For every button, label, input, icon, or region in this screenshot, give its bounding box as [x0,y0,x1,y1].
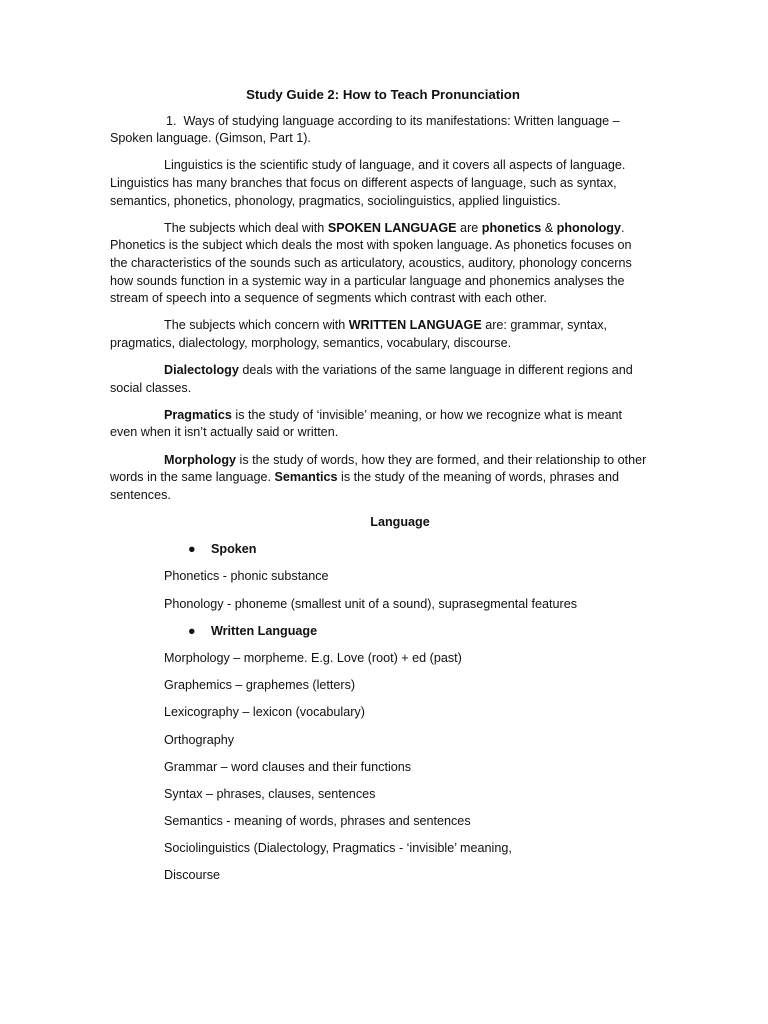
paragraph-written-language [110,317,650,352]
bold-run: Dialectology [164,363,239,378]
bullet-spoken [110,541,650,559]
bold-run: Semantics [274,470,338,485]
outline-heading: Language [370,515,430,530]
bullet-icon: ● [188,542,196,557]
list-item: Syntax – phrases, clauses, sentences [164,786,376,801]
list-item: Graphemics – graphemes (letters) [164,678,356,693]
paragraph-pragmatics [110,407,650,442]
list-item: Discourse [164,868,220,883]
text-run: . Phonetics is the subject which deals the most with spoken language. As phonetics focuses on the characteristics of the sounds such as articulatory, acoustics, auditory, phonology concerns how sounds function in a systemic way in a particular language and phonemics analyses the stream of speech into a sequence of segments which contrast with each other. [110,220,632,306]
text-run: is the study of words, how they are formed, and their relationship to other words in the same language. [110,452,647,485]
paragraph-spoken-language [110,220,650,308]
bullet-written [110,623,650,641]
text-run: is the study of ‘invisible’ meaning, or how we recognize what is meant even when it isn’t actually said or written. [110,407,623,440]
bold-run: Pragmatics [164,407,232,422]
list-item: Morphology – morpheme. E.g. Love (root) + ed (past) [164,650,462,665]
list-number: 1. [166,113,177,128]
list-item: Sociolinguistics (Dialectology, Pragmatics - ‘invisible’ meaning, [164,841,512,856]
bold-run: SPOKEN LANGUAGE [327,220,457,235]
bold-run: Morphology [164,452,237,467]
bold-run: WRITTEN LANGUAGE [348,318,482,333]
bold-run: phonetics [481,220,542,235]
paragraph-morphology [110,452,650,505]
paragraph-dialectology [110,362,650,397]
list-item: Lexicography – lexicon (vocabulary) [164,705,365,720]
text-run: deals with the variations of the same language in different regions and social classes. [110,363,633,395]
bold-run: phonology [556,220,622,235]
text-run: are [456,220,482,235]
text-run: The subjects which concern with [164,318,349,333]
paragraph-linguistics: Linguistics is the scientific study of language, and it covers all aspects of language. Linguistics has many branches that focus on different aspects of language, such as syntax, semantics, phonetics, phonology, pragmatics, sociolinguistics, applied linguistics. [110,158,626,208]
list-item: Grammar – word clauses and their functions [164,759,412,774]
list-item: Semantics - meaning of words, phrases and sentences [164,814,471,829]
bullet-label: Spoken [211,542,257,557]
document-title: Study Guide 2: How to Teach Pronunciation [246,87,520,102]
paragraph-1-text: Ways of studying language according to its manifestations: Written language – Spoken language. (Gimson, Part 1). [110,113,620,146]
list-item: Orthography [164,732,235,747]
text-run: is the study of the meaning of words, phrases and sentences. [110,470,619,502]
bullet-icon: ● [188,623,196,638]
text-run: & [541,220,557,235]
text-run: The subjects which deal with [164,220,328,235]
list-item: Phonology - phoneme (smallest unit of a sound), suprasegmental features [164,596,578,611]
list-item: Phonetics - phonic substance [164,569,329,584]
paragraph-1 [110,113,650,148]
bullet-label: Written Language [211,623,318,638]
text-run: are: grammar, syntax, pragmatics, dialectology, morphology, semantics, vocabulary, discourse. [110,318,608,350]
